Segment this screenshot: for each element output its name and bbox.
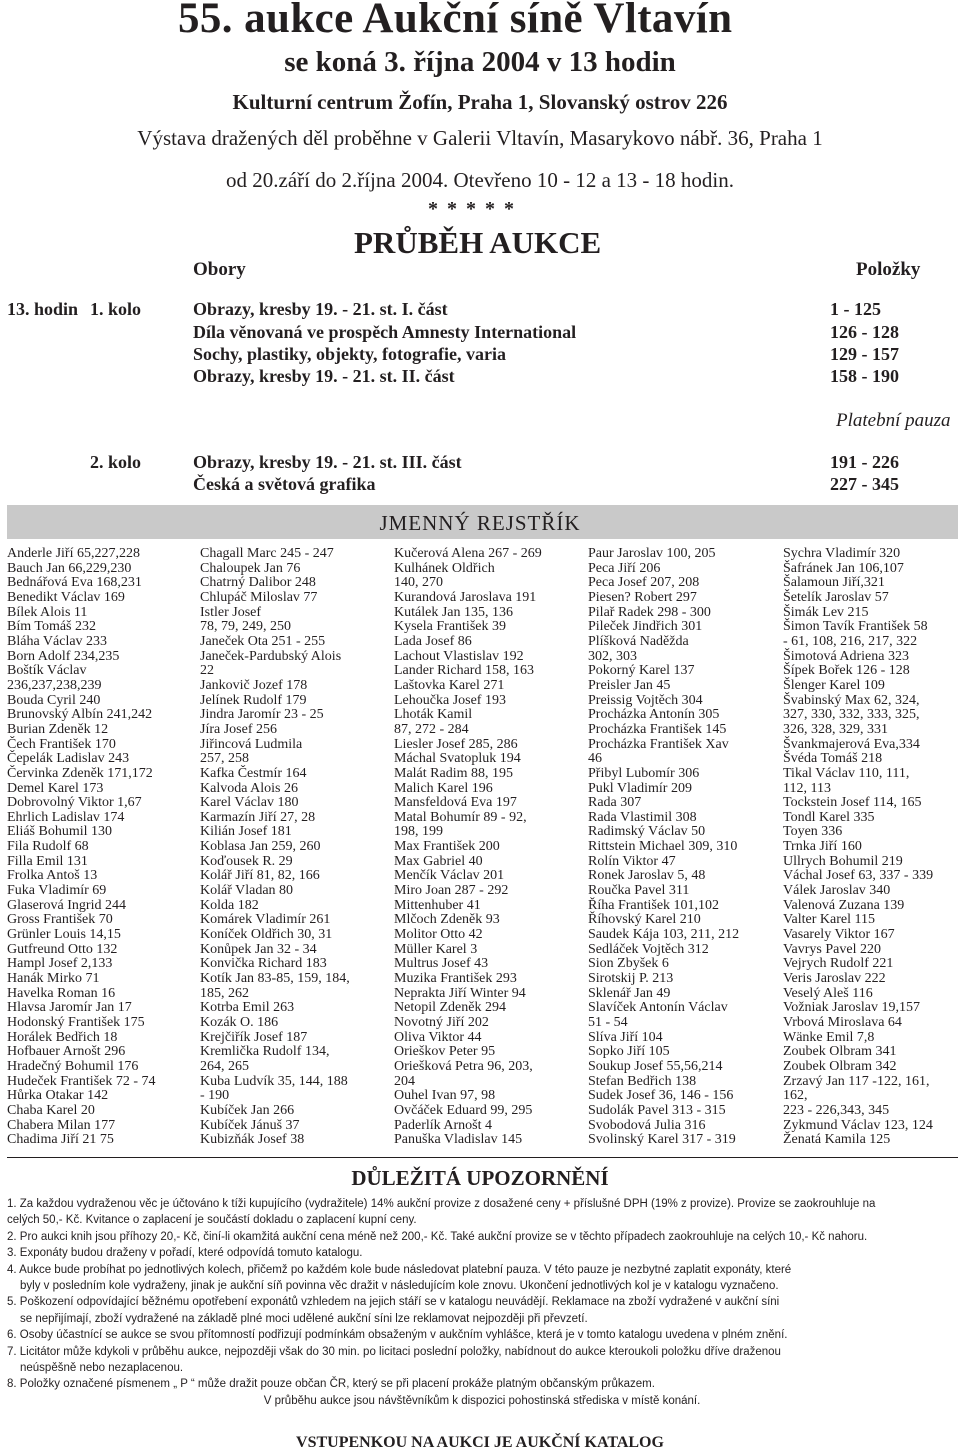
- index-entry: Koblasa Jan 259, 260: [200, 839, 321, 855]
- index-entry: Hůrka Otakar 142: [7, 1088, 109, 1104]
- index-entry: Gross František 70: [7, 912, 113, 928]
- index-entry: Ženatá Kamila 125: [783, 1132, 891, 1148]
- index-entry: Šalamoun Jiří,321: [783, 575, 885, 591]
- index-entry: Sychra Vladimír 320: [783, 546, 901, 561]
- index-entry: Ehrlich Ladislav 174: [7, 809, 125, 825]
- index-entry: Zykmund Václav 123, 124: [783, 1117, 933, 1133]
- index-entry: Švéda Tomáš 218: [783, 751, 883, 767]
- program-field: Díla věnovaná ve prospěch Amnesty International: [193, 322, 577, 342]
- index-entry: 223 - 226,343, 345: [783, 1102, 890, 1118]
- index-entry: Pilař Radek 298 - 300: [588, 604, 711, 620]
- index-entry: Burian Zdeněk 12: [7, 721, 109, 737]
- notice-line: 1. Za každou vydraženou věc je účtováno k tíži kupujícího (vydražitele) 14% aukční provize z dosažené ceny + příslušné DPH (19% z provize). Provize se zaokrouhluje na: [7, 1198, 876, 1210]
- program-field: Česká a světová grafika: [193, 474, 376, 494]
- index-entry: 78, 79, 249, 250: [200, 619, 291, 635]
- index-entry: Šafránek Jan 106,107: [783, 560, 904, 576]
- index-entry: Grünler Louis 14,15: [7, 927, 121, 943]
- program-row: [0, 322, 960, 344]
- index-entry: 204: [394, 1073, 415, 1089]
- index-entry: Frolka Antoš 13: [7, 868, 98, 884]
- index-entry: 51 - 54: [588, 1015, 628, 1030]
- index-entry: Rada 307: [588, 795, 642, 811]
- index-entry: Zoubek Olbram 342: [783, 1058, 897, 1074]
- index-entry: Kutálek Jan 135, 136: [394, 604, 513, 620]
- index-entry: Kolář Vladan 80: [200, 883, 294, 899]
- index-entry: 264, 265: [200, 1058, 249, 1074]
- index-entry: Born Adolf 234,235: [7, 648, 120, 664]
- index-entry: Vrbová Miroslava 64: [783, 1015, 902, 1030]
- index-entry: Veris Jaroslav 222: [783, 971, 886, 987]
- program-items: 129 - 157: [830, 344, 899, 364]
- index-entry: Hudeček František 72 - 74: [7, 1073, 156, 1089]
- notice-line: byly v posledním kole vydraženy, jinak je aukční síň povinna věc dražit v následujícím kole znovu. Ukončení jednotlivých kol je v katalogu vyznačeno.: [20, 1280, 779, 1293]
- program-field: Obrazy, kresby 19. - 21. st. III. část: [193, 452, 462, 472]
- index-entry: Stefan Bedřich 138: [588, 1073, 697, 1089]
- index-entry: Jelínek Rudolf 179: [200, 692, 307, 708]
- program-row: [0, 344, 960, 366]
- index-entry: Šimák Lev 215: [783, 604, 869, 620]
- index-entry: Komárek Vladimír 261: [200, 912, 331, 928]
- index-entry: Jindra Jaromír 23 - 25: [200, 707, 324, 723]
- index-entry: Hradečný Bohumil 176: [7, 1058, 139, 1074]
- index-entry: Trnka Jiří 160: [783, 839, 862, 855]
- index-entry: Neprakta Jiří Winter 94: [394, 985, 526, 1001]
- index-entry: Novotný Jiří 202: [394, 1015, 489, 1030]
- index-entry: Ouhel Ivan 97, 98: [394, 1088, 496, 1104]
- program-round: 1. kolo: [90, 299, 142, 319]
- index-entry: Ovčáček Eduard 99, 295: [394, 1102, 533, 1118]
- index-entry: Říhovský Karel 210: [588, 912, 701, 928]
- index-entry: Kubizňák Josef 38: [200, 1132, 305, 1148]
- index-entry: Pokorný Karel 137: [588, 663, 695, 679]
- index-entry: Svolinský Karel 317 - 319: [588, 1132, 736, 1148]
- index-entry: Panuška Vladislav 145: [394, 1132, 523, 1148]
- index-entry: Tikal Václav 110, 111,: [783, 765, 910, 781]
- index-entry: Jiřincová Ludmila: [200, 736, 303, 752]
- index-entry: 257, 258: [200, 751, 249, 767]
- notice-line: 8. Položky označené písmenem „ P “ může dražit pouze občan ČR, který se při placení prokáže platným občanským průkazem.: [7, 1378, 655, 1391]
- index-entry: Malát Radim 88, 195: [394, 765, 513, 781]
- index-entry: Šimon Tavík František 58: [783, 619, 928, 635]
- index-column: [7, 547, 156, 1148]
- index-entry: Chaba Karel 20: [7, 1102, 95, 1118]
- index-entry: Ullrych Bohumil 219: [783, 853, 903, 869]
- index-entry: 87, 272 - 284: [394, 721, 469, 737]
- index-entry: Sudek Josef 36, 146 - 156: [588, 1088, 734, 1104]
- program-row: [0, 474, 960, 496]
- index-entry: Slíva Jiří 104: [588, 1029, 663, 1045]
- index-entry: Laštovka Karel 271: [394, 677, 505, 693]
- index-entry: Koníček Oldřich 30, 31: [200, 927, 333, 943]
- index-entry: Menčík Václav 201: [394, 868, 505, 884]
- index-entry: Roučka Pavel 311: [588, 883, 690, 899]
- index-entry: Anderle Jiří 65,227,228: [7, 546, 140, 561]
- index-entry: Toyen 336: [783, 824, 843, 840]
- index-entry: Kubíček Jánuš 37: [200, 1117, 300, 1133]
- index-entry: Kremlička Rudolf 134,: [200, 1044, 330, 1060]
- index-entry: Procházka František Xav: [588, 736, 729, 752]
- notice-line: 4. Aukce bude probíhat po jednotlivých kolech, přičemž po každém kole bude následovat platební pauza. V této pauze je nezbytné zaplatit exponáty, které: [7, 1263, 792, 1276]
- auction-venue: Kulturní centrum Žofín, Praha 1, Slovanský ostrov 226: [232, 90, 728, 114]
- index-entry: Valter Karel 115: [783, 912, 875, 928]
- index-entry: Müller Karel 3: [394, 941, 478, 957]
- index-entry: Tondl Karel 335: [783, 809, 875, 825]
- index-entry: 140, 270: [394, 575, 443, 591]
- index-entry: Bláha Václav 233: [7, 633, 108, 649]
- index-entry: Konvička Richard 183: [200, 956, 327, 972]
- index-entry: Rittstein Michael 309, 310: [588, 839, 738, 855]
- index-entry: Malich Karel 196: [394, 780, 493, 796]
- index-entry: Karmazín Jiří 27, 28: [200, 809, 316, 825]
- index-entry: Paderlík Arnošt 4: [394, 1117, 492, 1133]
- program-col-polozky: Položky: [856, 259, 921, 280]
- program-items: 158 - 190: [830, 366, 899, 386]
- program-items: 1 - 125: [830, 299, 881, 319]
- index-entry: Sopko Jiří 105: [588, 1044, 670, 1060]
- index-entry: Hofbauer Arnošt 296: [7, 1044, 126, 1060]
- index-entry: Šetelík Jaroslav 57: [783, 589, 889, 605]
- index-entry: Bím Tomáš 232: [7, 619, 96, 635]
- index-entry: Chaloupek Jan 76: [200, 560, 301, 576]
- notice-line: 6. Osoby účastnící se aukce se svou přítomností podřizují podmínkám obsaženým v aukčním vyhlášce, která je v tomto katalogu uvedena v plném znění.: [7, 1329, 788, 1342]
- index-entry: Boštík Václav: [7, 663, 87, 679]
- index-entry: Filla Emil 131: [7, 853, 88, 869]
- index-entry: Kafka Čestmír 164: [200, 765, 307, 781]
- index-entry: Max František 200: [394, 839, 500, 855]
- index-entry: 236,237,238,239: [7, 677, 102, 693]
- program-items: 126 - 128: [830, 322, 899, 342]
- index-entry: Bouda Cyril 240: [7, 692, 101, 708]
- index-entry: Sudolák Pavel 313 - 315: [588, 1102, 726, 1118]
- index-entry: Mlčoch Zdeněk 93: [394, 912, 500, 928]
- index-entry: Hlavsa Jaromír Jan 17: [7, 1000, 132, 1016]
- notice-line: se nepřijímají, zboží vydražené na základě plné moci udělené aukční síni lze reklamovat nejpozději při převzetí.: [20, 1312, 588, 1325]
- index-entry: Procházka Antonín 305: [588, 707, 720, 723]
- index-entry: Zoubek Olbram 341: [783, 1044, 897, 1060]
- index-entry: Chlupáč Miloslav 77: [200, 589, 318, 605]
- program-col-obory: Obory: [193, 259, 246, 280]
- index-entry: Paur Jaroslav 100, 205: [588, 546, 716, 561]
- index-entry: Zrzavý Jan 117 -122, 161,: [783, 1073, 930, 1089]
- index-entry: Eliáš Bohumil 130: [7, 824, 112, 840]
- index-entry: Rada Vlastimil 308: [588, 809, 697, 825]
- index-entry: Soukup Josef 55,56,214: [588, 1058, 723, 1074]
- index-entry: Wänke Emil 7,8: [783, 1029, 875, 1045]
- index-entry: Slavíček Antonín Václav: [588, 1000, 728, 1016]
- index-column: [200, 547, 350, 1148]
- program-row: [0, 366, 960, 388]
- index-entry: Chatrný Dalibor 248: [200, 575, 316, 591]
- index-entry: Miro Joan 287 - 292: [394, 883, 509, 899]
- index-entry: Šlenger Karel 109: [783, 677, 885, 693]
- notice-line: neúspěšně nebo nezaplacenou.: [20, 1362, 184, 1375]
- index-entry: Oriešková Petra 96, 203,: [394, 1058, 533, 1074]
- index-entry: Kotík Jan 83-85, 159, 184,: [200, 971, 350, 987]
- notice-line: V průběhu aukce jsou návštěvníkům k dispozici pohostinská střediska v místě konání.: [263, 1394, 701, 1407]
- index-entry: Ronek Jaroslav 5, 48: [588, 868, 706, 884]
- index-entry: Procházka František 145: [588, 721, 727, 737]
- index-entry: Konůpek Jan 32 - 34: [200, 941, 317, 957]
- notices-title: DŮLEŽITÁ UPOZORNĚNÍ: [351, 1166, 609, 1190]
- index-entry: Kučerová Alena 267 - 269: [394, 546, 542, 561]
- index-entry: Multrus Josef 43: [394, 956, 489, 972]
- index-entry: Kilián Josef 181: [200, 824, 292, 840]
- divider-stars: * * * * *: [428, 198, 516, 220]
- index-entry: Netopil Zdeněk 294: [394, 1000, 506, 1016]
- program-round: 2. kolo: [90, 452, 142, 472]
- index-entry: Chadima Jiří 21 75: [7, 1132, 114, 1148]
- index-entry: Valenová Zuzana 139: [783, 897, 905, 913]
- notice-line: 5. Poškození odpovídající běžnému opotřebení exponátů vzhledem na jejich stáří se v katalogu neuvádějí. Reklamace na zboží vydražené v aukční síni: [7, 1296, 780, 1309]
- index-entry: Vožniak Jaroslav 19,157: [783, 1000, 920, 1016]
- index-entry: - 190: [200, 1088, 230, 1104]
- index-entry: Máchal Svatopluk 194: [394, 751, 521, 767]
- index-entry: Červinka Zdeněk 171,172: [7, 765, 153, 781]
- index-entry: Radimský Václav 50: [588, 824, 706, 840]
- index-entry: Lada Josef 86: [394, 633, 472, 649]
- index-entry: Kotrba Emil 263: [200, 1000, 295, 1016]
- index-entry: Kozák O. 186: [200, 1015, 279, 1030]
- program-field: Sochy, plastiky, objekty, fotografie, varia: [193, 344, 507, 364]
- index-entry: Pileček Jindřich 301: [588, 619, 703, 635]
- index-entry: Kubíček Jan 266: [200, 1102, 295, 1118]
- index-entry: Peca Jiří 206: [588, 560, 661, 576]
- index-entry: Sedláček Vojtěch 312: [588, 941, 709, 957]
- index-entry: Bauch Jan 66,229,230: [7, 560, 132, 576]
- index-entry: Max Gabriel 40: [394, 853, 483, 869]
- index-entry: Kysela František 39: [394, 619, 506, 635]
- index-entry: Vejrych Rudolf 221: [783, 956, 894, 972]
- index-entry: Horálek Bedřich 18: [7, 1029, 118, 1045]
- notice-line: celých 50,- Kč. Kvitance o zaplacení je součástí dokladu o zaplacení kupní ceny.: [7, 1214, 417, 1227]
- index-entry: Demel Karel 173: [7, 780, 104, 796]
- page-title: 55. aukce Aukční síně Vltavín: [178, 0, 733, 42]
- index-entry: Vasarely Viktor 167: [783, 927, 895, 943]
- index-entry: Svobodová Julia 316: [588, 1117, 706, 1133]
- index-entry: Fuka Vladimír 69: [7, 883, 107, 899]
- index-entry: Válek Jaroslav 340: [783, 883, 891, 899]
- index-entry: 46: [588, 751, 602, 767]
- index-entry: Lhoták Kamil: [394, 707, 473, 723]
- index-entry: Švankmajerová Eva,334: [783, 736, 920, 752]
- index-entry: Glaserová Ingrid 244: [7, 897, 126, 913]
- index-column: [588, 547, 739, 1148]
- notices-list: [7, 1196, 957, 1409]
- index-entry: Plíšková Naděžda: [588, 633, 689, 649]
- program-row: [0, 452, 960, 474]
- index-entry: Kurandová Jaroslava 191: [394, 589, 537, 605]
- index-entry: 198, 199: [394, 824, 443, 840]
- index-entry: Šimotová Adriena 323: [783, 648, 909, 664]
- index-entry: Sirotskij P. 213: [588, 971, 674, 987]
- index-entry: 112, 113: [783, 780, 831, 796]
- notice-line: 3. Exponáty budou draženy v pořadí, které odpovídá tomuto katalogu.: [7, 1247, 363, 1260]
- index-entry: Peca Josef 207, 208: [588, 575, 700, 591]
- index-entry: Jíra Josef 256: [200, 721, 277, 737]
- auction-date: se koná 3. října 2004 v 13 hodin: [284, 46, 676, 78]
- index-entry: Chabera Milan 177: [7, 1117, 116, 1133]
- index-entry: 302, 303: [588, 648, 637, 664]
- index-entry: Kulhánek Oldřich: [394, 560, 495, 576]
- index-entry: Vavrys Pavel 220: [783, 941, 881, 957]
- index-entry: Fila Rudolf 68: [7, 839, 89, 855]
- index-entry: Janeček-Pardubský Alois: [200, 648, 342, 664]
- index-entry: Lander Richard 158, 163: [394, 663, 534, 679]
- index-entry: 22: [200, 663, 214, 679]
- index-entry: Švabinský Max 62, 324,: [783, 692, 920, 708]
- notice-line: 2. Pro aukci knih jsou příhozy 20,- Kč, činí-li okamžitá aukční cena méně než 200,- Kč. Také aukční provize se v těchto případech zaokrouhluje na celých 10,- Kč nahoru.: [7, 1230, 868, 1243]
- index-entry: Piesen? Robert 297: [588, 589, 697, 605]
- footer-note: VSTUPENKOU NA AUKCI JE AUKČNÍ KATALOG: [296, 1434, 664, 1451]
- index-entry: 326, 328, 329, 331: [783, 721, 888, 737]
- notice-line: 7. Licitátor může kdykoli v průběhu aukce, nejpozději však do 30 min. po licitaci poslední položky, nabídnout do aukce kteroukoli položku dříve draženou: [7, 1345, 781, 1358]
- index-entry: Saudek Kája 103, 211, 212: [588, 927, 740, 943]
- index-entry: Hodonský František 175: [7, 1015, 145, 1030]
- index-entry: Chagall Marc 245 - 247: [200, 546, 334, 561]
- index-entry: Veselý Aleš 116: [783, 985, 873, 1001]
- index-entry: Jankovič Jozef 178: [200, 677, 308, 693]
- index-entry: Čech František 170: [7, 736, 116, 752]
- index-entry: Molitor Otto 42: [394, 927, 483, 943]
- index-entry: Přibyl Lubomír 306: [588, 765, 700, 781]
- index-entry: Tockstein Josef 114, 165: [783, 795, 922, 811]
- index-entry: 327, 330, 332, 333, 325,: [783, 707, 920, 723]
- index-column: [394, 547, 542, 1148]
- index-entry: Preissig Vojtěch 304: [588, 692, 703, 708]
- index-entry: Brunovský Albín 241,242: [7, 707, 153, 723]
- index-entry: Rolín Viktor 47: [588, 853, 676, 869]
- index-entry: Mansfeldová Eva 197: [394, 795, 517, 811]
- index-entry: Gutfreund Otto 132: [7, 941, 118, 957]
- index-entry: Janeček Ota 251 - 255: [200, 633, 326, 649]
- exhibition-dates: od 20.září do 2.října 2004. Otevřeno 10 - 12 a 13 - 18 hodin.: [226, 168, 734, 192]
- payment-pause: Platební pauza: [836, 410, 951, 431]
- index-entry: Benedikt Václav 169: [7, 589, 125, 605]
- index-entry: Bednářová Eva 168,231: [7, 575, 142, 591]
- index-entry: Muzika František 293: [394, 971, 517, 987]
- program-field: Obrazy, kresby 19. - 21. st. II. část: [193, 366, 455, 386]
- program-time: 13. hodin: [7, 299, 79, 319]
- index-entry: 185, 262: [200, 985, 249, 1001]
- index-entry: Dobrovolný Viktor 1,67: [7, 795, 142, 811]
- index-entry: Liesler Josef 285, 286: [394, 736, 518, 752]
- index-entry: Hanák Mirko 71: [7, 971, 100, 987]
- index-entry: Lehoučka Josef 193: [394, 692, 506, 708]
- index-entry: Čepelák Ladislav 243: [7, 751, 130, 767]
- program-items: 191 - 226: [830, 452, 899, 472]
- index-entry: 162,: [783, 1088, 808, 1104]
- index-entry: Hampl Josef 2,133: [7, 956, 113, 972]
- divider-line: [7, 1157, 958, 1158]
- index-entry: Mittenhuber 41: [394, 897, 481, 913]
- index-entry: Kalvoda Alois 26: [200, 780, 298, 796]
- index-entry: Koďousek R. 29: [200, 853, 293, 869]
- program-row: [0, 299, 960, 321]
- index-entry: Pukl Vladimír 209: [588, 780, 692, 796]
- index-entry: Orieškov Peter 95: [394, 1044, 496, 1060]
- index-column: [783, 547, 933, 1148]
- index-entry: Lachout Vlastislav 192: [394, 648, 524, 664]
- index-entry: Sklenář Jan 49: [588, 985, 671, 1001]
- index-entry: - 61, 108, 216, 217, 322: [783, 633, 918, 649]
- index-entry: Kolda 182: [200, 897, 259, 913]
- index-entry: Sion Zbyšek 6: [588, 956, 669, 972]
- index-entry: Karel Václav 180: [200, 795, 299, 811]
- program-items: 227 - 345: [830, 474, 899, 494]
- index-entry: Oliva Viktor 44: [394, 1029, 482, 1045]
- index-entry: Krejčiřík Josef 187: [200, 1029, 308, 1045]
- index-entry: Havelka Roman 16: [7, 985, 116, 1001]
- program-field: Obrazy, kresby 19. - 21. st. I. část: [193, 299, 448, 319]
- exhibition-info: Výstava dražených děl proběhne v Galerii Vltavín, Masarykovo nábř. 36, Praha 1: [137, 126, 823, 150]
- index-entry: Šípek Bořek 126 - 128: [783, 663, 910, 679]
- index-entry: Istler Josef: [200, 604, 262, 620]
- index-title: JMENNÝ REJSTŘÍK: [379, 511, 581, 535]
- index-entry: Bílek Alois 11: [7, 604, 88, 620]
- index-entry: Říha František 101,102: [588, 897, 720, 913]
- index-entry: Preisler Jan 45: [588, 677, 671, 693]
- index-entry: Kolář Jiří 81, 82, 166: [200, 868, 320, 884]
- program-title: PRŮBĚH AUKCE: [354, 225, 602, 260]
- index-entry: Kuba Ludvík 35, 144, 188: [200, 1073, 348, 1089]
- index-entry: Váchal Josef 63, 337 - 339: [783, 868, 934, 884]
- index-entry: Matal Bohumír 89 - 92,: [394, 809, 527, 825]
